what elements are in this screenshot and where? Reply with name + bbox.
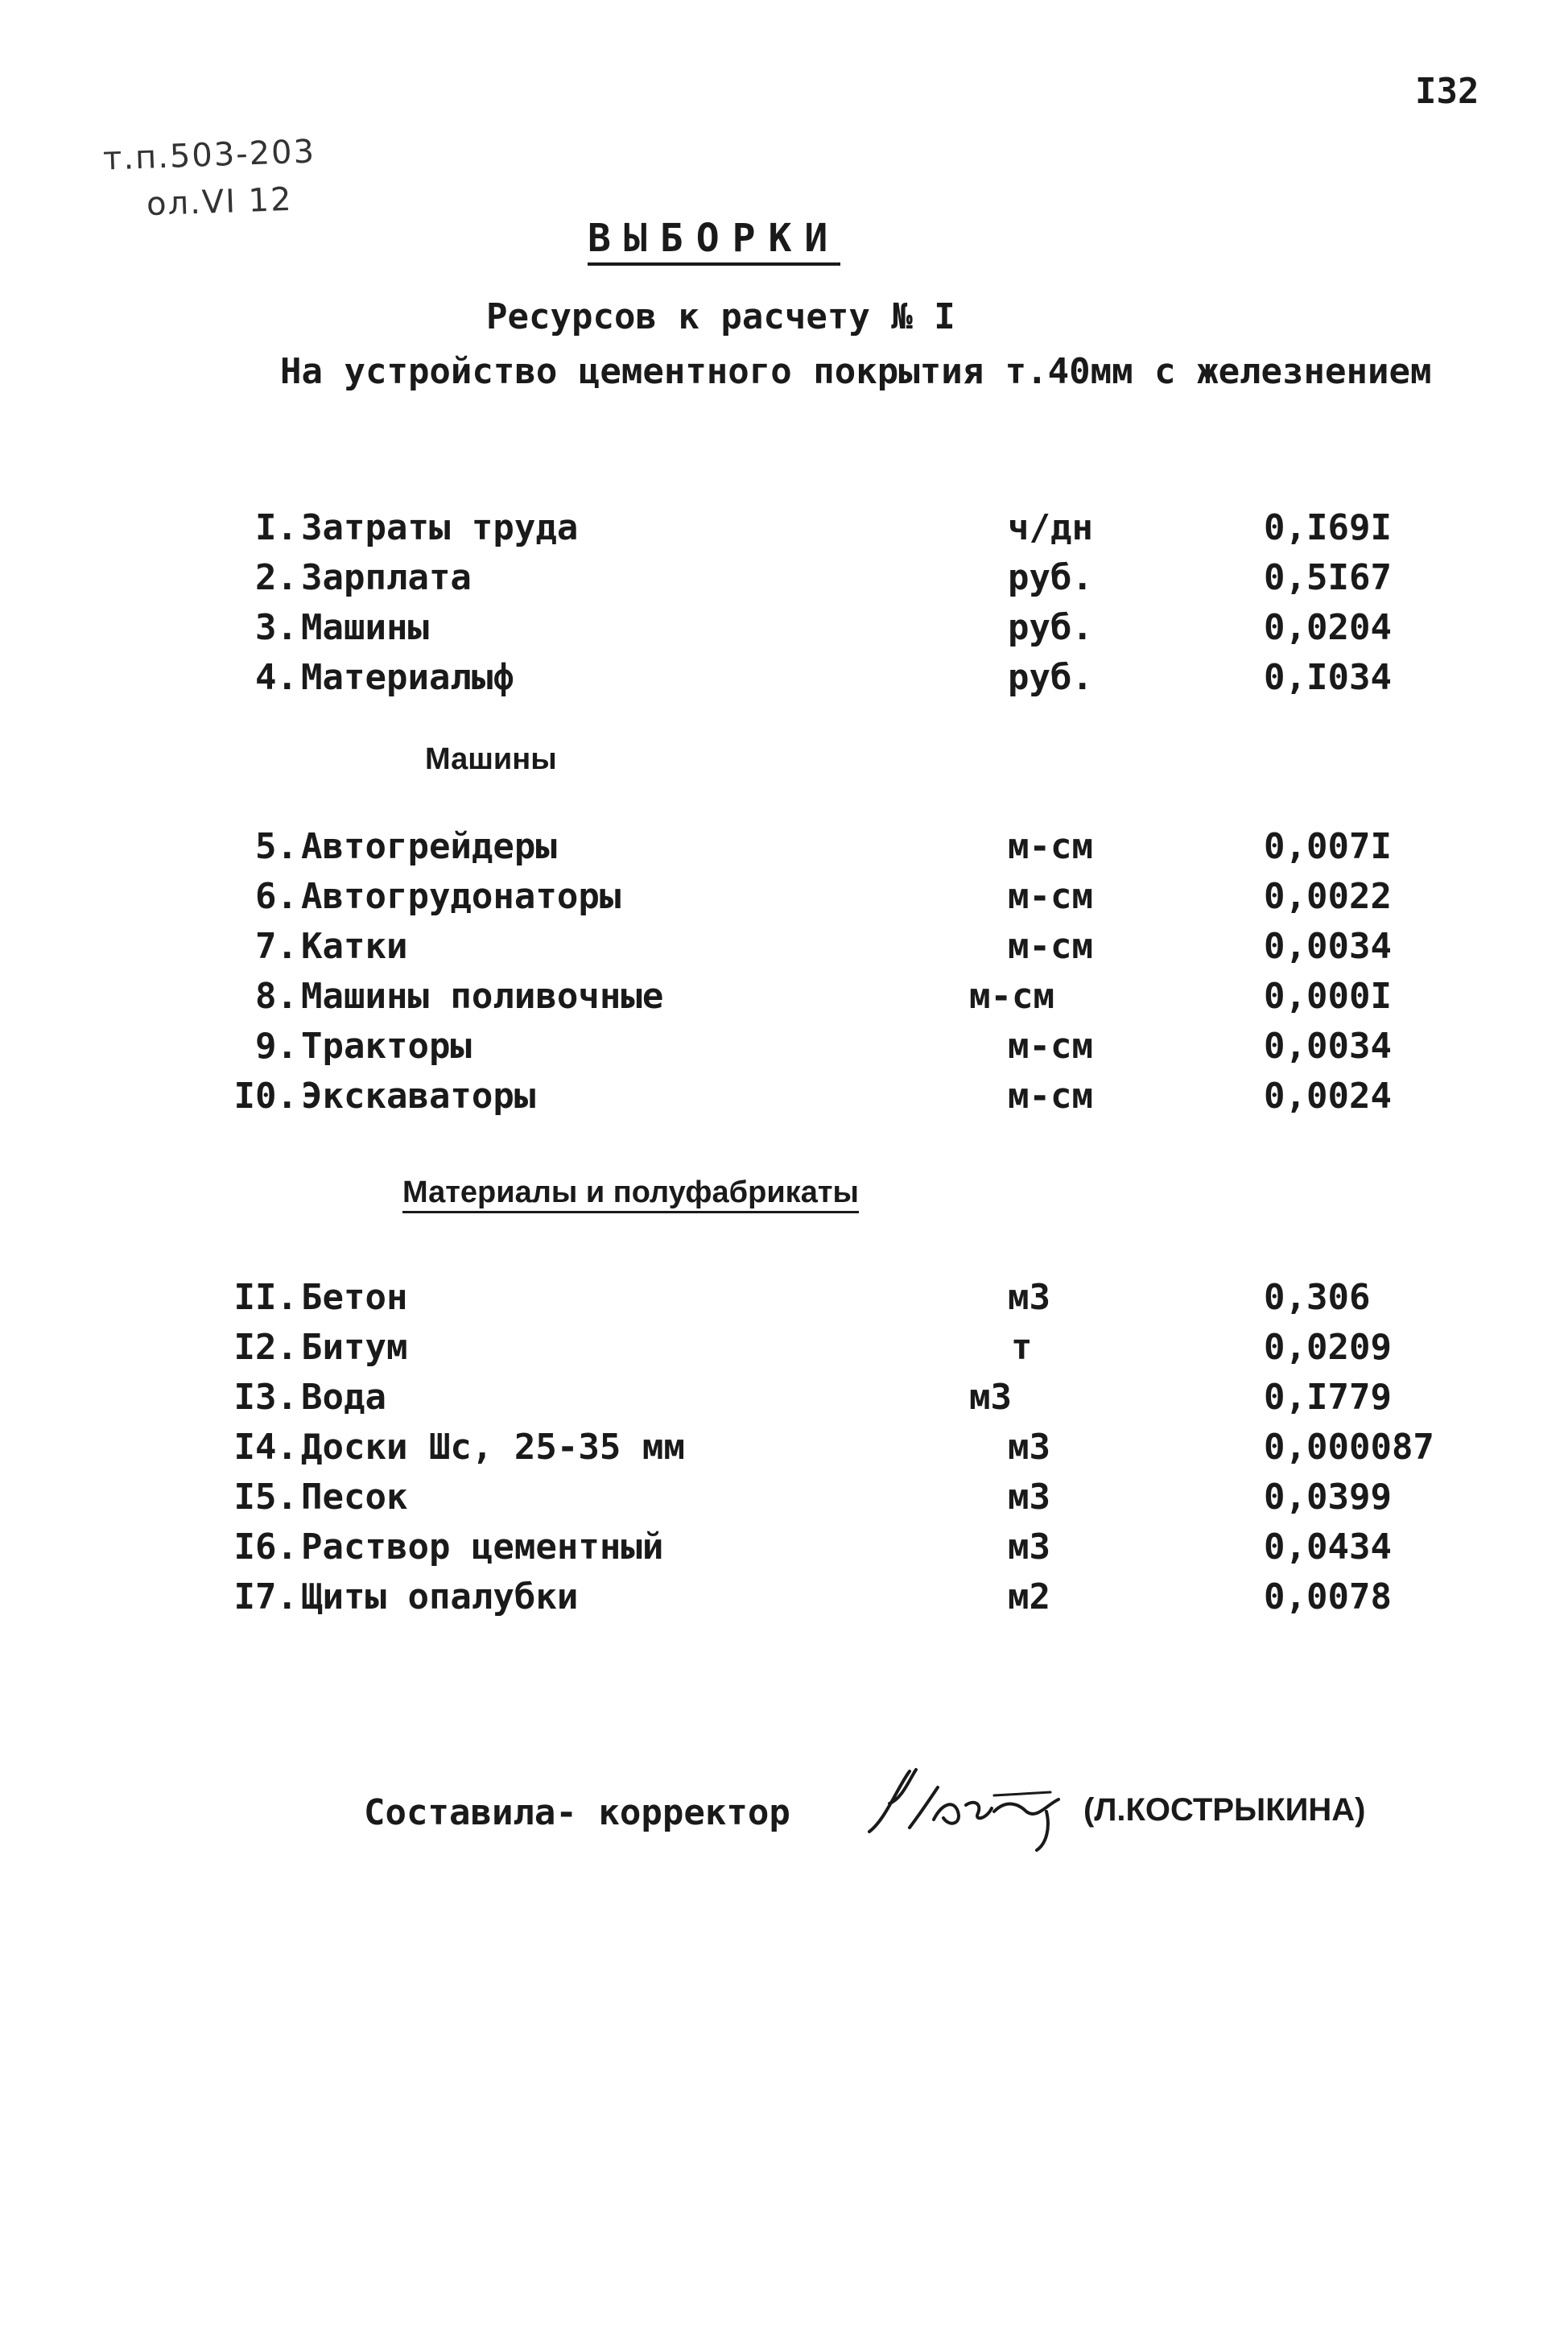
- item-value: 0,007I: [1264, 826, 1392, 867]
- item-number: I7.: [233, 1576, 298, 1617]
- item-value: 0,0209: [1264, 1327, 1392, 1368]
- document-description: На устройство цементного покрытия т.40мм с железнением: [280, 351, 1432, 392]
- item-value: 0,0034: [1264, 1026, 1392, 1067]
- item-value: 0,I034: [1264, 657, 1392, 698]
- item-number: I4.: [233, 1427, 298, 1468]
- page-number: I32: [1415, 71, 1479, 112]
- item-name: Доски Шс, 25-35 мм: [301, 1427, 685, 1468]
- item-value: 0,0399: [1264, 1477, 1392, 1518]
- item-unit: т: [1011, 1327, 1033, 1368]
- item-name: Машины поливочные: [301, 976, 664, 1017]
- item-name: Катки: [301, 926, 408, 967]
- item-number: 4.: [255, 657, 298, 698]
- item-unit: м-см: [1008, 926, 1093, 967]
- item-unit: м2: [1008, 1576, 1050, 1617]
- item-number: II.: [233, 1277, 298, 1318]
- item-value: 0,I69I: [1264, 507, 1392, 548]
- item-number: I0.: [233, 1076, 298, 1117]
- item-name: Вода: [301, 1377, 386, 1418]
- item-value: 0,0204: [1264, 607, 1392, 648]
- item-value: 0,000I: [1264, 976, 1392, 1017]
- item-number: 7.: [255, 926, 298, 967]
- item-value: 0,306: [1264, 1277, 1371, 1318]
- item-value: 0,I779: [1264, 1377, 1392, 1418]
- item-number: I2.: [233, 1327, 298, 1368]
- item-unit: м3: [1008, 1477, 1050, 1518]
- item-name: Экскаваторы: [301, 1076, 536, 1117]
- compiler-label: Составила- корректор: [364, 1792, 790, 1833]
- item-name: Затраты труда: [301, 507, 579, 548]
- compiler-name: (Л.КОСТРЫКИНА): [1083, 1792, 1366, 1828]
- item-unit: ч/дн: [1008, 507, 1093, 548]
- item-unit: м-см: [1008, 826, 1093, 867]
- handwritten-signature: [853, 1755, 1095, 1860]
- item-name: Автогрейдеры: [301, 826, 557, 867]
- item-unit: м-см: [969, 976, 1054, 1017]
- item-name: Машины: [301, 607, 429, 648]
- item-number: 8.: [255, 976, 298, 1017]
- item-name: Тракторы: [301, 1026, 472, 1067]
- item-name: Песок: [301, 1477, 408, 1518]
- item-number: 3.: [255, 607, 298, 648]
- item-value: 0,000087: [1264, 1427, 1434, 1468]
- item-unit: м3: [1008, 1427, 1050, 1468]
- item-number: 9.: [255, 1026, 298, 1067]
- item-name: Зарплата: [301, 557, 472, 598]
- machines-heading: Машины: [425, 742, 557, 776]
- materials-heading: Материалы и полуфабрикаты: [402, 1175, 859, 1213]
- item-name: Бетон: [301, 1277, 408, 1318]
- item-value: 0,0024: [1264, 1076, 1392, 1117]
- item-unit: м-см: [1008, 876, 1093, 917]
- handwritten-note-line2: ол.VI 12: [146, 180, 294, 224]
- item-value: 0,0034: [1264, 926, 1392, 967]
- item-unit: руб.: [1008, 557, 1093, 598]
- item-unit: м-см: [1008, 1026, 1093, 1067]
- item-unit: м3: [969, 1377, 1012, 1418]
- item-number: I6.: [233, 1526, 298, 1568]
- item-value: 0,0022: [1264, 876, 1392, 917]
- item-number: 5.: [255, 826, 298, 867]
- item-unit: руб.: [1008, 657, 1093, 698]
- item-unit: м-см: [1008, 1076, 1093, 1117]
- item-unit: м3: [1008, 1526, 1050, 1568]
- item-value: 0,5I67: [1264, 557, 1392, 598]
- item-number: I5.: [233, 1477, 298, 1518]
- item-unit: руб.: [1008, 607, 1093, 648]
- item-value: 0,0078: [1264, 1576, 1392, 1617]
- item-number: 6.: [255, 876, 298, 917]
- item-name: Битум: [301, 1327, 408, 1368]
- item-value: 0,0434: [1264, 1526, 1392, 1568]
- document-subtitle: Ресурсов к расчету № I: [486, 296, 955, 337]
- handwritten-note-line1: т.п.503-203: [102, 133, 316, 178]
- document-title: ВЫБОРКИ: [588, 216, 840, 266]
- item-number: I3.: [233, 1377, 298, 1418]
- item-unit: м3: [1008, 1277, 1050, 1318]
- item-number: 2.: [255, 557, 298, 598]
- item-name: Материалыф: [301, 657, 514, 698]
- item-name: Автогрудонаторы: [301, 876, 621, 917]
- item-name: Раствор цементный: [301, 1526, 664, 1568]
- item-name: Щиты опалубки: [301, 1576, 579, 1617]
- item-number: I.: [255, 507, 298, 548]
